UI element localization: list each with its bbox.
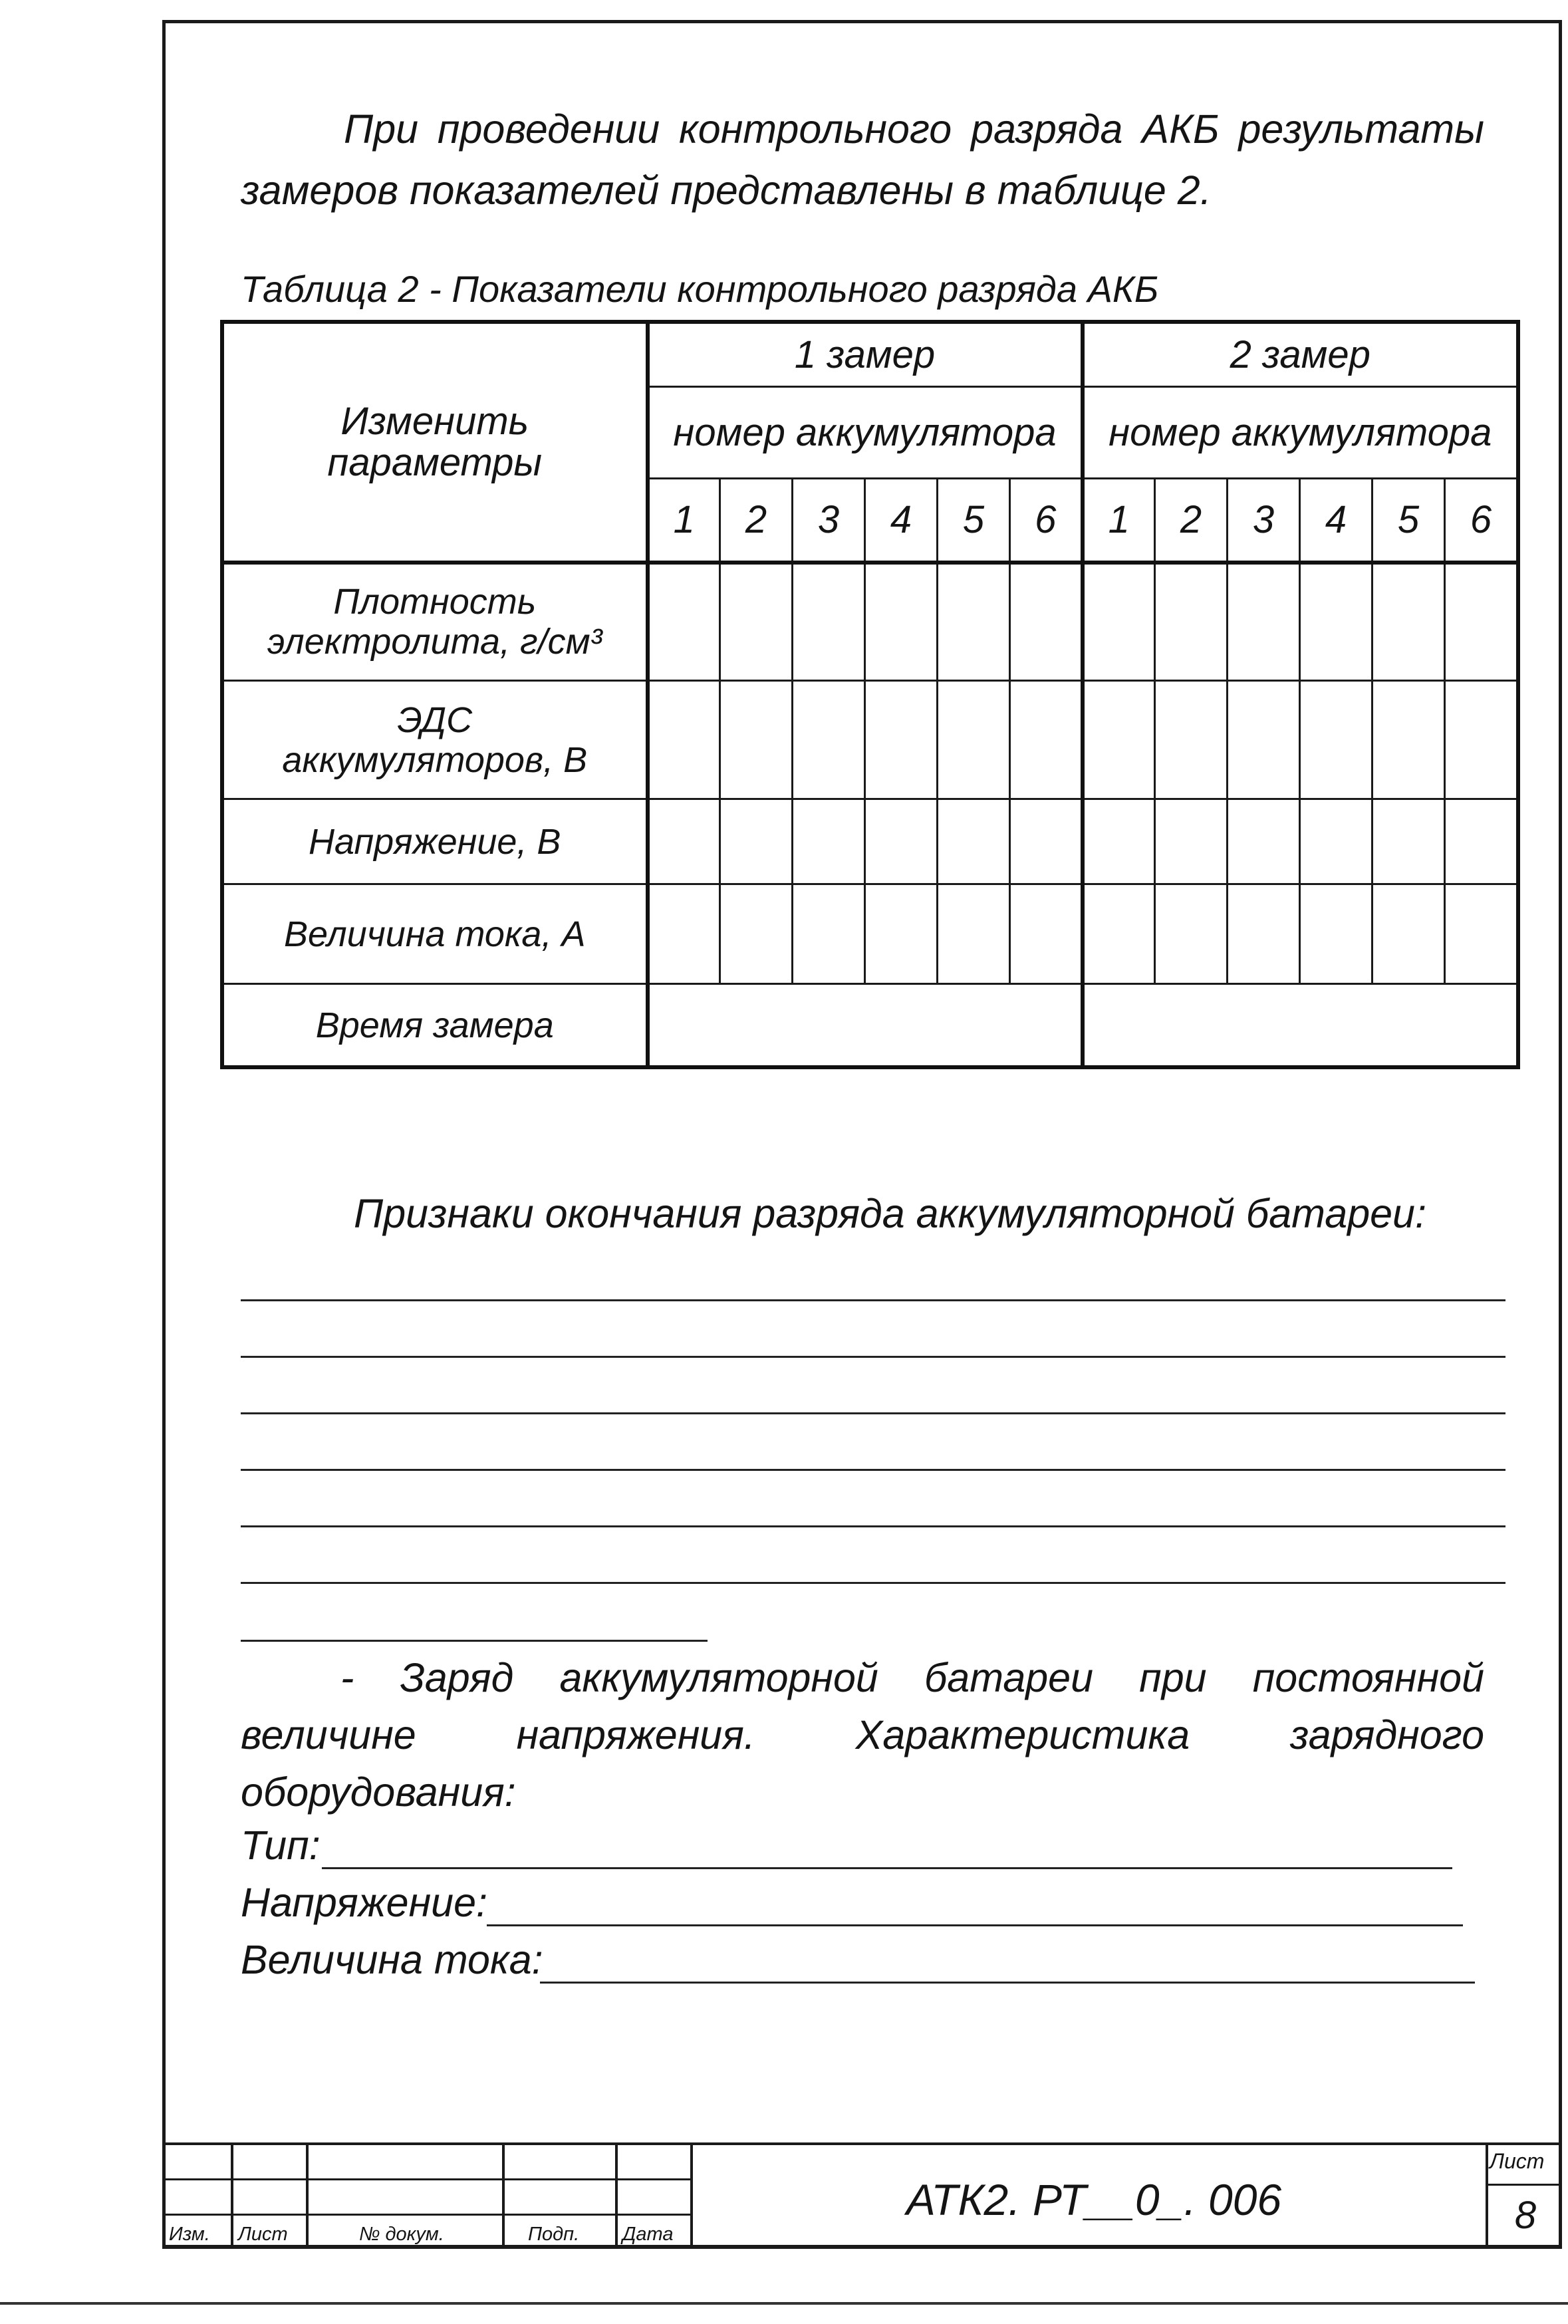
charge-paragraph [241,1649,1484,1821]
cell[interactable] [1010,681,1083,799]
col-label-sign: Подп. [528,2224,580,2245]
cell[interactable] [1228,563,1300,681]
row-label-line: электролита, г/см³ [267,622,602,662]
cell[interactable] [865,884,938,984]
page-bottom-rule [0,2302,1568,2305]
num-2-1: 1 [1083,479,1155,563]
cell[interactable] [1010,884,1083,984]
time-cell-1[interactable] [648,984,1083,1067]
cell[interactable] [648,681,720,799]
voltage-field-line[interactable] [487,1924,1463,1926]
answer-line[interactable] [241,1582,1505,1584]
charge-line-3: оборудования: [241,1769,516,1815]
answer-line[interactable] [241,1412,1505,1414]
cell[interactable] [1155,799,1228,884]
answer-line[interactable] [241,1299,1505,1301]
signs-heading [241,1190,1504,1237]
cell[interactable] [1445,884,1517,984]
num-1-2: 2 [720,479,793,563]
row-label-emf [223,681,648,799]
charge-line-2: величине напряжения. Характеристика зарядного [241,1712,1484,1757]
cell[interactable] [648,563,720,681]
row-label-voltage: Напряжение, В [223,799,648,884]
table-row [223,884,1517,984]
cell[interactable] [1228,681,1300,799]
cell[interactable] [938,799,1010,884]
answer-line[interactable] [241,1356,1505,1358]
param-header-cell [223,323,648,563]
cell[interactable] [1372,884,1445,984]
type-field-label: Тип: [241,1823,321,1868]
cell[interactable] [720,884,793,984]
col-label-date: Дата [622,2224,674,2245]
cell[interactable] [1300,884,1372,984]
cell[interactable] [720,681,793,799]
measurements-table [222,322,1518,1067]
sheet-number: 8 [1514,2194,1537,2237]
num-2-2: 2 [1155,479,1228,563]
cell[interactable] [1300,563,1372,681]
cell[interactable] [1372,563,1445,681]
document-number: АТК2. РТ__0_. 006 [906,2175,1282,2224]
answer-line[interactable] [241,1525,1505,1527]
cell[interactable] [1083,563,1155,681]
cell[interactable] [938,563,1010,681]
cell[interactable] [793,681,865,799]
col-label-list: Лист [238,2224,288,2245]
cell[interactable] [1155,563,1228,681]
sub-header-2: номер аккумулятора [1083,387,1517,479]
current-field-line[interactable] [540,1982,1475,1984]
cell[interactable] [1300,799,1372,884]
table-row [223,681,1517,799]
cell[interactable] [1155,681,1228,799]
cell[interactable] [1445,681,1517,799]
table-row [223,984,1517,1067]
table-caption: Таблица 2 - Показатели контрольного разряда АКБ [241,268,1159,310]
cell[interactable] [793,799,865,884]
cell[interactable] [1228,884,1300,984]
type-field-line[interactable] [322,1867,1452,1869]
group-1-header: 1 замер [648,323,1083,387]
cell[interactable] [793,884,865,984]
cell[interactable] [1083,799,1155,884]
num-1-4: 4 [865,479,938,563]
num-2-3: 3 [1228,479,1300,563]
cell[interactable] [1155,884,1228,984]
num-1-1: 1 [648,479,720,563]
cell[interactable] [865,681,938,799]
signs-heading-text: Признаки окончания разряда аккумуляторной батареи: [354,1191,1426,1236]
row-label-line: Плотность [333,582,537,622]
cell[interactable] [648,884,720,984]
cell[interactable] [938,884,1010,984]
num-1-6: 6 [1010,479,1083,563]
num-2-5: 5 [1372,479,1445,563]
cell[interactable] [720,563,793,681]
current-field-label: Величина тока: [241,1937,543,1982]
cell[interactable] [1445,563,1517,681]
answer-line[interactable] [241,1469,1505,1471]
cell[interactable] [793,563,865,681]
cell[interactable] [1300,681,1372,799]
row-label-density [223,563,648,681]
intro-paragraph [241,98,1484,221]
num-2-4: 4 [1300,479,1372,563]
param-header-line-2: параметры [327,440,543,484]
col-label-izm: Изм. [169,2224,210,2245]
group-2-header: 2 замер [1083,323,1517,387]
cell[interactable] [865,563,938,681]
voltage-field-label: Напряжение: [241,1880,487,1925]
cell[interactable] [1010,563,1083,681]
num-1-5: 5 [938,479,1010,563]
cell[interactable] [1083,681,1155,799]
row-label-line: аккумуляторов, В [282,739,588,780]
cell[interactable] [938,681,1010,799]
table-row [223,563,1517,681]
cell[interactable] [1372,799,1445,884]
row-label-line: ЭДС [397,700,473,740]
num-1-3: 3 [793,479,865,563]
cell[interactable] [1083,884,1155,984]
answer-line-short[interactable] [241,1640,708,1642]
num-2-6: 6 [1445,479,1517,563]
param-header-line-1: Изменить [340,399,529,443]
sub-header-1: номер аккумулятора [648,387,1083,479]
cell[interactable] [865,799,938,884]
col-label-doc: № докум. [359,2224,444,2245]
intro-line-1: При проведении контрольного разряда АКБ результаты [344,106,1484,152]
cell[interactable] [1010,799,1083,884]
sheet-label: Лист [1490,2149,1545,2173]
charge-line-1: - Заряд аккумуляторной батареи при постоянной [340,1655,1484,1700]
cell[interactable] [1372,681,1445,799]
row-label-current: Величина тока, А [223,884,648,984]
time-cell-2[interactable] [1083,984,1517,1067]
cell[interactable] [1228,799,1300,884]
table-row [223,799,1517,884]
intro-line-2: замеров показателей представлены в таблице 2. [241,168,1212,213]
row-label-time: Время замера [223,984,648,1067]
cell[interactable] [1445,799,1517,884]
cell[interactable] [648,799,720,884]
cell[interactable] [720,799,793,884]
